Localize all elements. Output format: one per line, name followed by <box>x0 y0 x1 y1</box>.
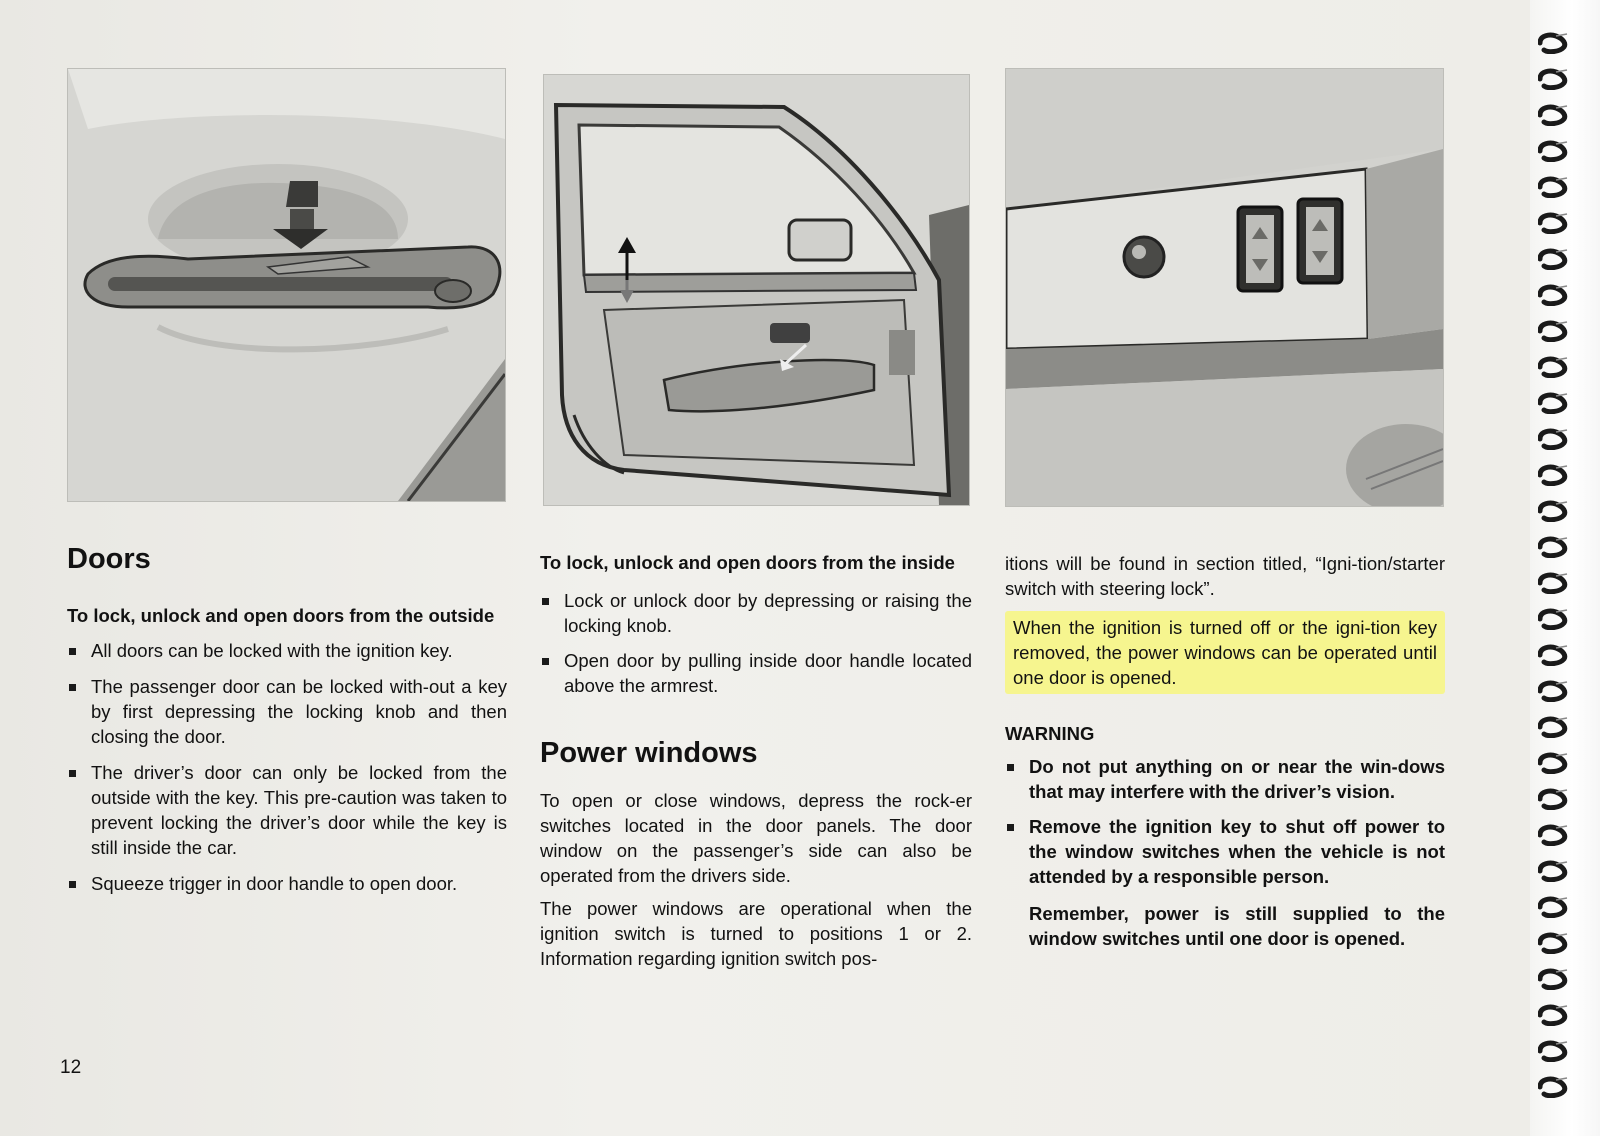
list-item: Remove the ignition key to shut off power to the window switches when the vehicle is not attended by a responsible person. <box>1005 814 1445 889</box>
inside-subheading: To lock, unlock and open doors from the inside <box>540 552 955 573</box>
binding-ring <box>1538 1004 1568 1026</box>
binding-ring <box>1538 860 1568 882</box>
binding-ring <box>1538 680 1568 702</box>
door-interior-photo <box>543 74 970 506</box>
inside-and-windows-column <box>540 551 972 971</box>
outside-bullet-list <box>67 638 507 896</box>
ignition-reference-paragraph: itions will be found in section titled, “Igni-tion/starter switch with steering lock”. <box>1005 553 1445 599</box>
binding-ring <box>1538 320 1568 342</box>
page-number: 12 <box>60 1057 82 1078</box>
binding-ring <box>1538 932 1568 954</box>
binding-ring <box>1538 176 1568 198</box>
list-item: The passenger door can be locked with-out a key by first depressing the locking knob and then closing the door. <box>67 674 507 749</box>
warning-title: WARNING <box>1005 723 1095 744</box>
binding-ring <box>1538 248 1568 270</box>
binding-ring <box>1538 896 1568 918</box>
binding-ring <box>1538 500 1568 522</box>
spiral-binding <box>1530 0 1600 1136</box>
binding-ring <box>1538 356 1568 378</box>
binding-ring <box>1538 212 1568 234</box>
binding-ring <box>1538 824 1568 846</box>
binding-ring <box>1538 1076 1568 1098</box>
binding-ring <box>1538 140 1568 162</box>
doors-title: Doors <box>67 543 151 575</box>
binding-ring <box>1538 572 1568 594</box>
doors-column <box>67 542 507 896</box>
binding-ring <box>1538 752 1568 774</box>
list-item: Open door by pulling inside door handle located above the armrest. <box>540 648 972 698</box>
binding-ring <box>1538 32 1568 54</box>
outside-subheading: To lock, unlock and open doors from the outside <box>67 605 495 626</box>
window-switch-photo <box>1005 68 1444 507</box>
binding-ring <box>1538 788 1568 810</box>
remember-note: Remember, power is still supplied to the window switches until one door is opened. <box>1029 903 1445 949</box>
binding-ring <box>1538 284 1568 306</box>
binding-ring <box>1538 464 1568 486</box>
binding-ring <box>1538 608 1568 630</box>
list-item: The driver’s door can only be locked from the outside with the key. This pre-caution was taken to prevent locking the driver’s door while the key is still inside the car. <box>67 760 507 860</box>
binding-ring <box>1538 644 1568 666</box>
power-windows-operational-paragraph: The power windows are operational when the ignition switch is turned to positions 1 or 2. Information regarding ignition switch pos- <box>540 898 972 969</box>
list-item: Squeeze trigger in door handle to open door. <box>67 871 507 896</box>
binding-ring <box>1538 428 1568 450</box>
bleed-through-shadow <box>60 505 390 535</box>
ignition-warning-column <box>1005 551 1445 951</box>
list-item: Do not put anything on or near the win-dows that may interfere with the driver’s vision. <box>1005 754 1445 804</box>
power-windows-paragraph: To open or close windows, depress the rock-er switches located in the door panels. The door window on the passenger’s side can also be operated from the drivers side. <box>540 790 972 886</box>
door-handle-photo <box>67 68 506 502</box>
binding-ring <box>1538 1040 1568 1062</box>
binding-ring <box>1538 104 1568 126</box>
warning-bullet-list <box>1005 754 1445 889</box>
highlighted-note: When the ignition is turned off or the igni-tion key removed, the power windows can be operated until one door is opened. <box>1005 611 1445 694</box>
binding-ring <box>1538 392 1568 414</box>
binding-ring <box>1538 536 1568 558</box>
binding-ring <box>1538 716 1568 738</box>
power-windows-title: Power windows <box>540 737 758 769</box>
list-item: Lock or unlock door by depressing or raising the locking knob. <box>540 588 972 638</box>
binding-ring <box>1538 968 1568 990</box>
binding-ring <box>1538 68 1568 90</box>
list-item: All doors can be locked with the ignition key. <box>67 638 507 663</box>
inside-bullet-list <box>540 588 972 698</box>
